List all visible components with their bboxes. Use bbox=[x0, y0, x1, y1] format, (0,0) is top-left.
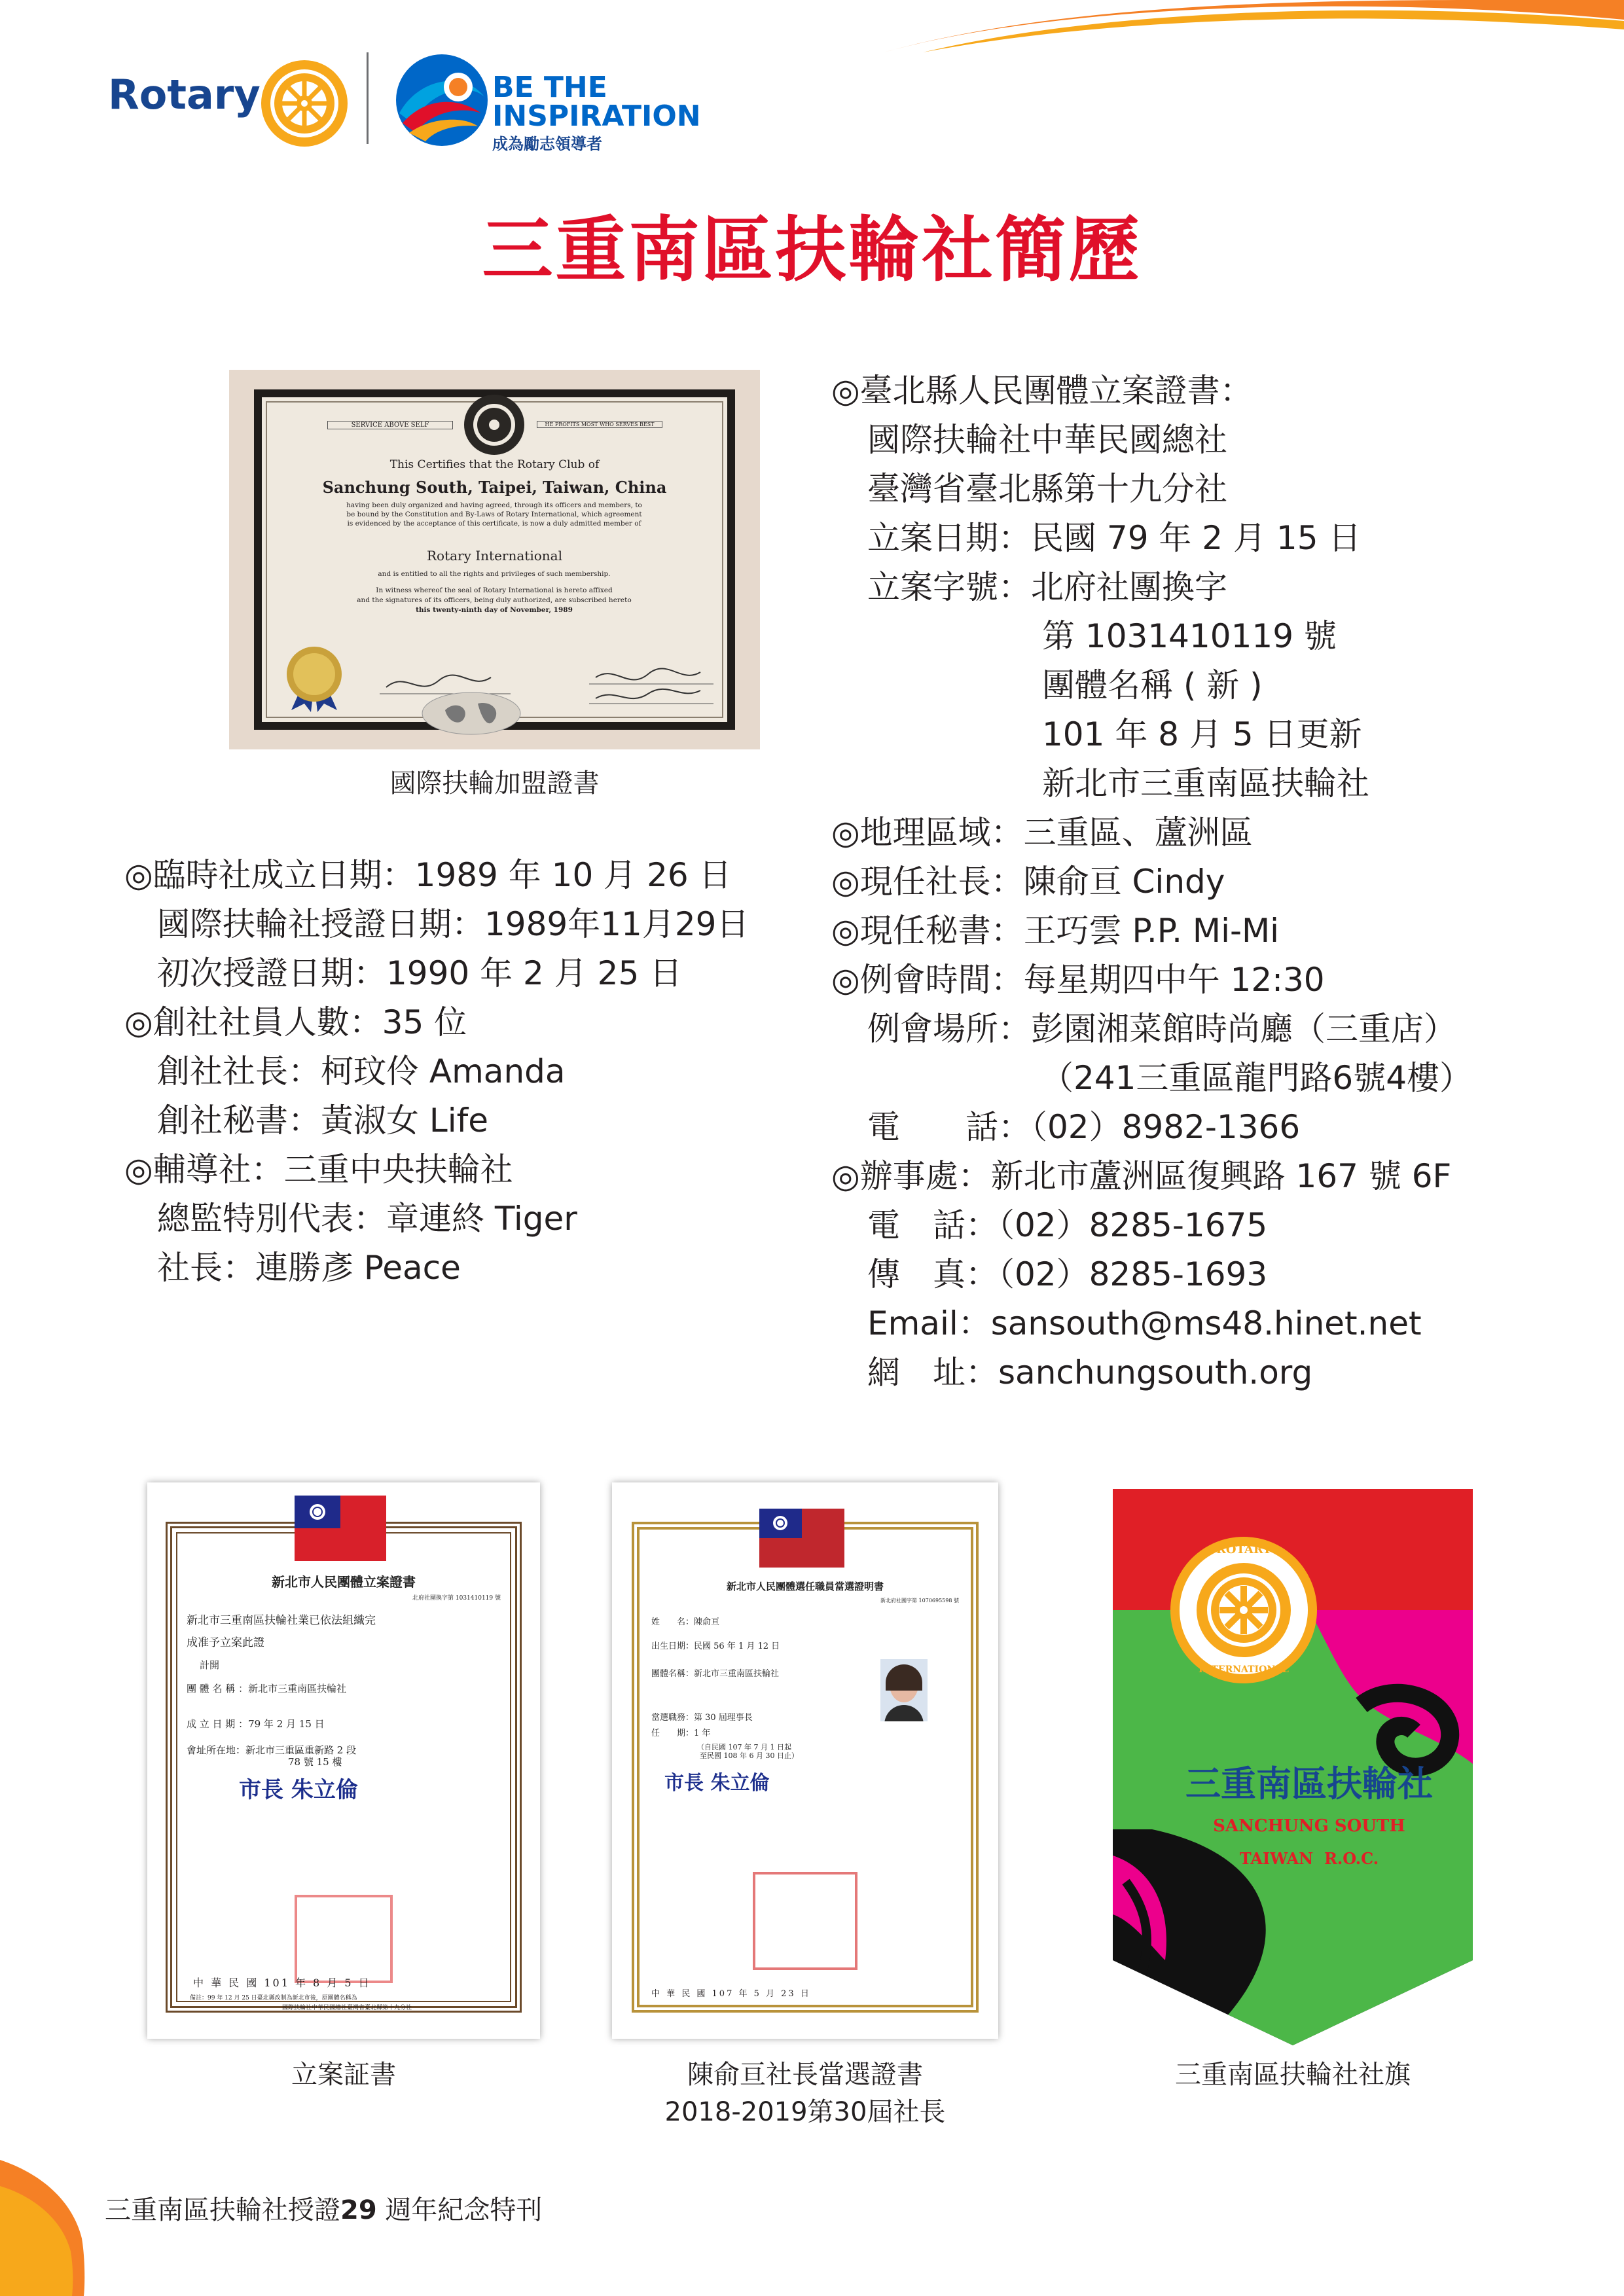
registration-heading-line: ◎臺北縣人民團體立案證書： bbox=[831, 372, 1253, 410]
charter-certificate-image bbox=[229, 370, 760, 749]
banner-club-name-en2: TAIWAN R.O.C. bbox=[1239, 1849, 1379, 1868]
founding-members-line: ◎創社社員人數：35 位 bbox=[124, 1003, 467, 1041]
elect-cert-issue-date: 中 華 民 國 107 年 5 月 23 日 bbox=[651, 1989, 811, 1999]
roc-flag-icon bbox=[295, 1496, 386, 1561]
reg-cert-line3: 計開 bbox=[200, 1659, 220, 1671]
slogan-subtitle: 成為勵志領導者 bbox=[492, 135, 602, 153]
elect-cert-name-row: 姓 名：陳俞亘 bbox=[651, 1617, 720, 1627]
club-banner-image bbox=[1113, 1489, 1473, 2045]
meeting-venue-address: （241三重區龍門路6號4樓） bbox=[1041, 1059, 1473, 1097]
charter-certificate-caption: 國際扶輪加盟證書 bbox=[389, 768, 600, 798]
reg-cert-name-row: 團 體 名 稱 ：新北市三重南區扶輪社 bbox=[187, 1682, 347, 1695]
reg-cert-ref: 北府社團換字第 1031410119 號 bbox=[412, 1595, 501, 1602]
certificate-club-name: Sanchung South, Taipei, Taiwan, China bbox=[322, 478, 667, 497]
office-fax-line: 傳 真：（02）8285-1693 bbox=[867, 1255, 1268, 1293]
elect-cert-mayor: 市長 朱立倫 bbox=[664, 1771, 770, 1795]
elect-cert-birth-row: 出生日期：民國 56 年 1 月 12 日 bbox=[651, 1641, 780, 1652]
certificate-body-line: and the signatures of its officers, being duly authorized, are subscribed hereto bbox=[357, 596, 632, 604]
elect-cert-red-seal-icon bbox=[753, 1872, 857, 1970]
reg-cert-addr-row1: 會址所在地：新北市三重區重新路 2 段 bbox=[187, 1744, 357, 1756]
registration-branch-line: 臺灣省臺北縣第十九分社 bbox=[867, 470, 1227, 508]
slogan-line-2: INSPIRATION bbox=[492, 99, 701, 133]
registration-org-line: 國際扶輪社中華民國總社 bbox=[867, 421, 1227, 459]
certificate-line1: This Certifies that the Rotary Club of bbox=[389, 458, 600, 471]
slogan-line-1: BE THE bbox=[492, 71, 607, 104]
email-line: Email：sansouth@ms48.hinet.net bbox=[867, 1304, 1422, 1342]
registration-number-cont: 第 1031410119 號 bbox=[1042, 617, 1337, 655]
elect-cert-heading: 新北市人民團體選任職員當選證明書 bbox=[726, 1581, 884, 1592]
elect-cert-term-row: 任 期：1 年 bbox=[651, 1728, 711, 1738]
banner-seal-bottom-text: INTERNATIONAL bbox=[1199, 1664, 1289, 1675]
footer-orange-tab bbox=[0, 2160, 85, 2296]
election-certificate-subcaption: 2018-2019第30屆社長 bbox=[664, 2097, 946, 2127]
be-the-inspiration-mark-icon bbox=[393, 51, 491, 149]
banner-club-name-en1: SANCHUNG SOUTH bbox=[1213, 1816, 1405, 1836]
group-name-update-date: 101 年 8 月 5 日更新 bbox=[1042, 715, 1362, 753]
reg-cert-addr-row2: 78 號 15 樓 bbox=[288, 1755, 342, 1768]
elect-cert-term-to: 至民國 108 年 6 月 30 日止） bbox=[700, 1751, 799, 1760]
footer-prefix: 三重南區扶輪社授證 bbox=[105, 2195, 340, 2225]
rotary-wheel-icon bbox=[259, 58, 350, 149]
reg-cert-heading: 新北市人民團體立案證書 bbox=[272, 1574, 416, 1590]
registration-number-line: 立案字號：北府社團換字 bbox=[867, 568, 1227, 606]
rotary-wordmark: Rotary bbox=[108, 71, 261, 118]
reg-cert-line1: 新北市三重南區扶輪社業已依法組織完 bbox=[187, 1613, 376, 1627]
reg-cert-mayor: 市長 朱立倫 bbox=[239, 1776, 358, 1803]
certificate-body-line: having been duly organized and having agreed, through its officers and members, to bbox=[346, 501, 642, 509]
founding-president-line: 創社社長：柯玟伶 Amanda bbox=[157, 1052, 566, 1090]
registration-date-line: 立案日期：民國 79 年 2 月 15 日 bbox=[867, 519, 1362, 557]
sponsor-club-line: ◎輔導社：三重中央扶輪社 bbox=[124, 1151, 513, 1189]
office-address-line: ◎辦事處：新北市蘆洲區復興路 167 號 6F bbox=[831, 1157, 1452, 1195]
elect-cert-photo bbox=[880, 1659, 928, 1721]
reg-cert-issue-date: 中 華 民 國 101 年 8 月 5 日 bbox=[193, 1977, 371, 1989]
election-certificate-caption: 陳俞亘社長當選證書 bbox=[687, 2060, 923, 2090]
group-name-new: 新北市三重南區扶輪社 bbox=[1042, 764, 1369, 802]
current-secretary-line: ◎現任秘書：王巧雲 P.P. Mi-Mi bbox=[831, 912, 1280, 950]
elect-cert-term-from: （自民國 107 年 7 月 1 日起 bbox=[697, 1742, 791, 1751]
reg-cert-date-row: 成 立 日 期 ：79 年 2 月 15 日 bbox=[187, 1717, 325, 1730]
founding-secretary-line: 創社秘書：黃淑女 Life bbox=[157, 1102, 489, 1139]
governor-representative-line: 總監特別代表：章連終 Tiger bbox=[157, 1200, 577, 1238]
first-charter-date-line: 初次授證日期：1990 年 2 月 25 日 bbox=[157, 954, 683, 992]
certificate-body-line: be bound by the Constitution and By-Laws of Rotary International, which agreement bbox=[346, 511, 642, 518]
certificate-body-top bbox=[301, 501, 687, 528]
footer-anniversary-number: 29 bbox=[340, 2195, 377, 2225]
elect-cert-ref: 新北府社團字第 1070695598 號 bbox=[880, 1598, 959, 1604]
office-phone-line: 電 話：（02）8285-1675 bbox=[867, 1206, 1268, 1244]
globe-emblem-icon bbox=[419, 691, 524, 736]
election-certificate-image bbox=[612, 1482, 998, 2039]
certificate-body-line: is evidenced by the acceptance of this certificate, is now a duly admitted member of bbox=[347, 520, 641, 528]
reg-cert-line2: 成准予立案此證 bbox=[187, 1636, 264, 1650]
certificate-banner-right: HE PROFITS MOST WHO SERVES BEST bbox=[537, 421, 662, 428]
certificate-banner-left: SERVICE ABOVE SELF bbox=[327, 421, 453, 429]
current-president-line: ◎現任社長：陳俞亘 Cindy bbox=[831, 863, 1225, 901]
certificate-org: Rotary International bbox=[427, 548, 562, 564]
registration-certificate-caption: 立案証書 bbox=[291, 2060, 396, 2090]
certificate-body-line: and is entitled to all the rights and privileges of such membership. bbox=[378, 570, 611, 578]
certificate-rotary-emblem-icon bbox=[461, 392, 527, 457]
venue-phone-line: 電 話：（02）8982-1366 bbox=[867, 1108, 1301, 1146]
reg-cert-note2: 國際扶輪社中華民國總社臺灣省臺北縣第十九分社 bbox=[281, 2005, 412, 2011]
footer-publication-title bbox=[105, 2189, 542, 2227]
reg-cert-red-seal-icon bbox=[295, 1895, 393, 1983]
reg-cert-note1: 備註：99 年 12 月 25 日臺北縣改制為新北市後，原團體名稱為 bbox=[190, 1995, 357, 2001]
footer-suffix: 週年紀念特刊 bbox=[385, 2195, 543, 2225]
charter-date-line: 國際扶輪社授證日期：1989年11月29日 bbox=[157, 905, 749, 943]
top-orange-swoosh bbox=[884, 0, 1624, 52]
certificate-body-line: this twenty-ninth day of November, 1989 bbox=[416, 606, 573, 614]
founding-date-line: ◎臨時社成立日期：1989 年 10 月 26 日 bbox=[124, 856, 732, 894]
banner-seal-top-text: ROTARY bbox=[1216, 1543, 1272, 1556]
gold-seal-icon bbox=[278, 641, 350, 713]
meeting-time-line: ◎例會時間：每星期四中午 12:30 bbox=[831, 961, 1325, 999]
page-title: 三重南區扶輪社簡歷 bbox=[482, 209, 1142, 291]
banner-club-name-zh: 三重南區扶輪社 bbox=[1185, 1763, 1433, 1804]
meeting-venue-line: 例會場所：彭園湘菜館時尚廳（三重店） bbox=[867, 1010, 1456, 1048]
elect-cert-org-row: 團體名稱：新北市三重南區扶輪社 bbox=[651, 1668, 780, 1679]
logo-divider bbox=[367, 52, 369, 144]
certificate-body-line: In witness whereof the seal of Rotary International is hereto affixed bbox=[376, 586, 613, 594]
club-banner-caption: 三重南區扶輪社社旗 bbox=[1175, 2060, 1411, 2090]
group-name-label: 團體名稱 ( 新 ) bbox=[1042, 666, 1263, 704]
roc-flag-icon bbox=[759, 1509, 844, 1568]
rotary-international-seal-icon bbox=[1168, 1535, 1319, 1685]
elect-cert-post-row: 當選職務：第 30 屆理事長 bbox=[651, 1713, 753, 1723]
sponsor-president-line: 社長：連勝彥 Peace bbox=[157, 1249, 461, 1287]
region-line: ◎地理區域：三重區、蘆洲區 bbox=[831, 814, 1253, 852]
registration-certificate-image bbox=[147, 1482, 540, 2039]
certificate-body-bottom bbox=[301, 569, 687, 615]
website-line: 網 址：sanchungsouth.org bbox=[867, 1354, 1313, 1391]
